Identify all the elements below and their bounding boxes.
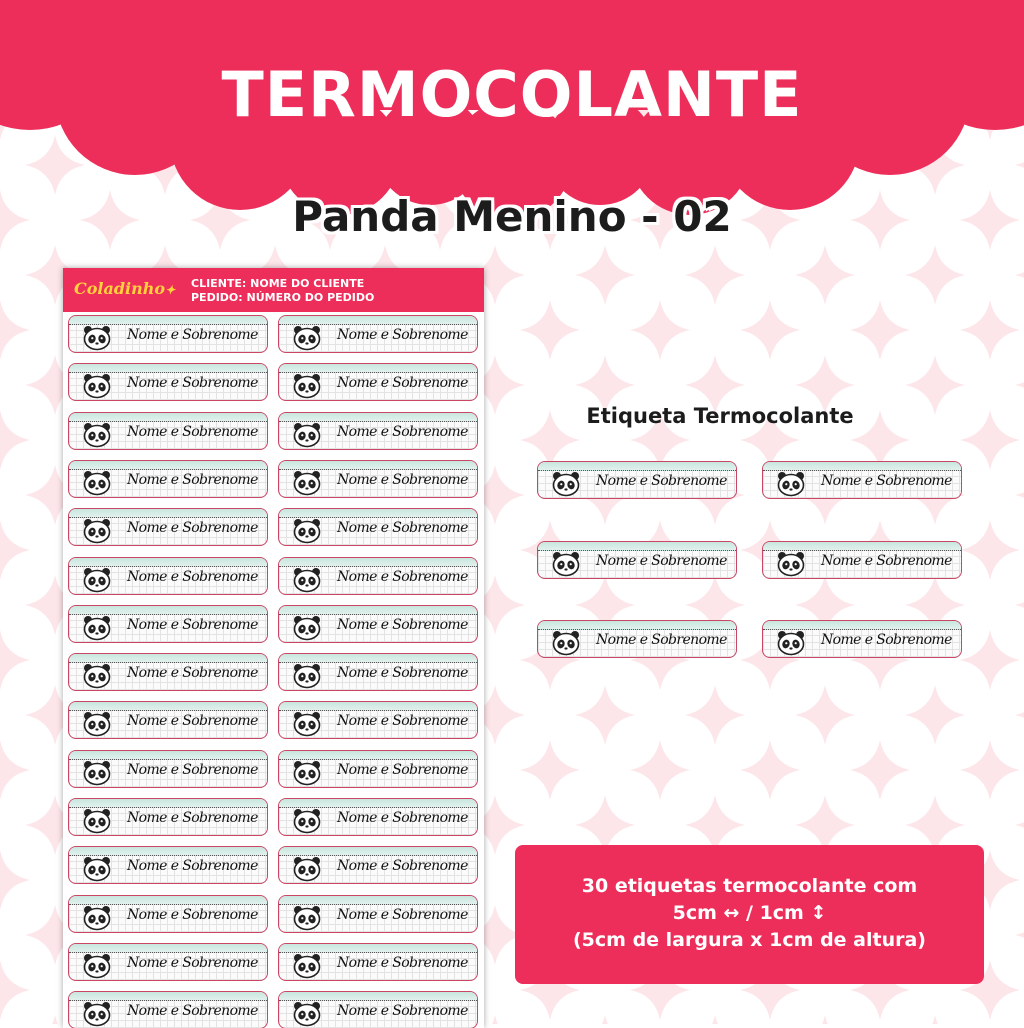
panda-face-icon bbox=[292, 856, 322, 882]
label-top-band bbox=[538, 542, 736, 551]
label-top-band bbox=[69, 751, 267, 760]
sheet-label bbox=[278, 943, 478, 981]
sheet-label bbox=[278, 557, 478, 595]
label-name-text: Nome e Sobrenome bbox=[596, 632, 727, 648]
sheet-label bbox=[278, 750, 478, 788]
panda-face-icon bbox=[82, 470, 112, 496]
label-name-text: Nome e Sobrenome bbox=[337, 471, 468, 488]
label-top-band bbox=[69, 992, 267, 1001]
panda-face-icon bbox=[82, 808, 112, 834]
sheet-label bbox=[278, 508, 478, 546]
panda-face-icon bbox=[551, 551, 581, 577]
panda-face-icon bbox=[82, 325, 112, 351]
panda-face-icon bbox=[292, 470, 322, 496]
sample-label bbox=[537, 541, 737, 579]
label-name-text: Nome e Sobrenome bbox=[127, 761, 258, 778]
label-top-band bbox=[69, 413, 267, 422]
label-top-band bbox=[279, 992, 477, 1001]
sheet-label bbox=[68, 557, 268, 595]
label-name-text: Nome e Sobrenome bbox=[596, 473, 727, 489]
sample-label bbox=[762, 541, 962, 579]
label-name-text: Nome e Sobrenome bbox=[127, 327, 258, 343]
label-top-band bbox=[279, 847, 477, 856]
label-name-text: Nome e Sobrenome bbox=[127, 520, 258, 537]
label-top-band bbox=[279, 558, 477, 567]
label-name-text: Nome e Sobrenome bbox=[337, 423, 468, 440]
label-top-band bbox=[279, 751, 477, 760]
label-name-text: Nome e Sobrenome bbox=[337, 906, 468, 923]
label-top-band bbox=[69, 558, 267, 567]
label-name-text: Nome e Sobrenome bbox=[337, 761, 468, 778]
label-top-band bbox=[69, 896, 267, 905]
label-sheet bbox=[63, 268, 484, 1028]
sheet-label bbox=[278, 315, 478, 353]
client-name: CLIENTE: NOME DO CLIENTE bbox=[191, 277, 365, 290]
sample-label bbox=[537, 620, 737, 658]
label-top-band bbox=[763, 621, 961, 630]
label-top-band bbox=[279, 896, 477, 905]
sheet-label bbox=[68, 653, 268, 691]
label-top-band bbox=[69, 364, 267, 373]
order-number: PEDIDO: NÚMERO DO PEDIDO bbox=[191, 291, 375, 304]
panda-face-icon bbox=[292, 905, 322, 931]
sample-label bbox=[537, 461, 737, 499]
info-box bbox=[515, 845, 984, 984]
sheet-label bbox=[68, 750, 268, 788]
label-name-text: Nome e Sobrenome bbox=[337, 665, 468, 682]
sample-label bbox=[762, 620, 962, 658]
panda-face-icon bbox=[82, 1001, 112, 1027]
label-name-text: Nome e Sobrenome bbox=[596, 553, 727, 569]
label-top-band bbox=[69, 509, 267, 518]
label-top-band bbox=[279, 799, 477, 808]
label-name-text: Nome e Sobrenome bbox=[337, 568, 468, 585]
sparkle-icon: ✦ bbox=[165, 283, 176, 297]
panda-face-icon bbox=[292, 953, 322, 979]
panda-face-icon bbox=[551, 471, 581, 497]
sheet-label bbox=[68, 701, 268, 739]
label-top-band bbox=[279, 944, 477, 953]
panda-face-icon bbox=[82, 711, 112, 737]
sheet-label bbox=[68, 943, 268, 981]
label-top-band bbox=[279, 413, 477, 422]
label-top-band bbox=[69, 847, 267, 856]
sheet-label bbox=[278, 798, 478, 836]
panda-face-icon bbox=[292, 518, 322, 544]
label-name-text: Nome e Sobrenome bbox=[337, 327, 468, 343]
label-top-band bbox=[763, 542, 961, 551]
label-top-band bbox=[69, 654, 267, 663]
sheet-label bbox=[278, 991, 478, 1028]
sheet-label bbox=[278, 653, 478, 691]
sheet-label bbox=[68, 605, 268, 643]
sheet-header bbox=[63, 268, 484, 312]
panda-face-icon bbox=[292, 760, 322, 786]
brand-logo: Coladinho✦ bbox=[74, 279, 176, 298]
sheet-label bbox=[278, 460, 478, 498]
sheet-label bbox=[68, 363, 268, 401]
sheet-label bbox=[68, 460, 268, 498]
panda-face-icon bbox=[292, 373, 322, 399]
panda-face-icon bbox=[292, 615, 322, 641]
label-top-band bbox=[279, 654, 477, 663]
panda-face-icon bbox=[292, 1001, 322, 1027]
label-top-band bbox=[279, 364, 477, 373]
sample-label bbox=[762, 461, 962, 499]
sheet-label bbox=[68, 991, 268, 1028]
label-name-text: Nome e Sobrenome bbox=[821, 632, 952, 648]
label-name-text: Nome e Sobrenome bbox=[127, 906, 258, 923]
panda-face-icon bbox=[82, 518, 112, 544]
label-name-text: Nome e Sobrenome bbox=[127, 471, 258, 488]
label-top-band bbox=[69, 461, 267, 470]
label-name-text: Nome e Sobrenome bbox=[127, 810, 258, 826]
panda-face-icon bbox=[82, 760, 112, 786]
info-line-2: 5cm ↔ / 1cm ↕ bbox=[672, 902, 827, 924]
panda-face-icon bbox=[82, 953, 112, 979]
panda-face-icon bbox=[776, 471, 806, 497]
panda-face-icon bbox=[292, 711, 322, 737]
label-name-text: Nome e Sobrenome bbox=[127, 954, 258, 971]
sheet-label bbox=[68, 798, 268, 836]
label-top-band bbox=[279, 702, 477, 711]
sheet-label bbox=[68, 315, 268, 353]
panda-face-icon bbox=[82, 422, 112, 448]
panda-face-icon bbox=[82, 663, 112, 689]
label-name-text: Nome e Sobrenome bbox=[337, 616, 468, 633]
label-top-band bbox=[69, 702, 267, 711]
panda-face-icon bbox=[292, 422, 322, 448]
panda-face-icon bbox=[292, 808, 322, 834]
panda-face-icon bbox=[292, 663, 322, 689]
panda-face-icon bbox=[82, 373, 112, 399]
panda-face-icon bbox=[551, 630, 581, 656]
label-top-band bbox=[538, 462, 736, 471]
panda-face-icon bbox=[776, 630, 806, 656]
label-name-text: Nome e Sobrenome bbox=[127, 858, 258, 875]
label-name-text: Nome e Sobrenome bbox=[337, 858, 468, 875]
label-name-text: Nome e Sobrenome bbox=[821, 473, 952, 489]
sheet-label bbox=[278, 701, 478, 739]
panda-face-icon bbox=[292, 325, 322, 351]
label-top-band bbox=[69, 316, 267, 325]
label-top-band bbox=[279, 509, 477, 518]
product-subtitle: Panda Menino - 02 bbox=[292, 192, 732, 241]
label-name-text: Nome e Sobrenome bbox=[821, 553, 952, 569]
sheet-label bbox=[278, 412, 478, 450]
sheet-label bbox=[278, 363, 478, 401]
label-top-band bbox=[69, 799, 267, 808]
label-name-text: Nome e Sobrenome bbox=[127, 568, 258, 585]
label-name-text: Nome e Sobrenome bbox=[127, 375, 258, 392]
label-name-text: Nome e Sobrenome bbox=[127, 616, 258, 633]
label-name-text: Nome e Sobrenome bbox=[337, 954, 468, 971]
panda-face-icon bbox=[776, 551, 806, 577]
label-top-band bbox=[763, 462, 961, 471]
panda-face-icon bbox=[292, 567, 322, 593]
label-name-text: Nome e Sobrenome bbox=[337, 520, 468, 537]
label-top-band bbox=[69, 944, 267, 953]
sheet-label bbox=[278, 895, 478, 933]
label-top-band bbox=[538, 621, 736, 630]
sheet-label bbox=[68, 895, 268, 933]
label-name-text: Nome e Sobrenome bbox=[337, 810, 468, 826]
label-name-text: Nome e Sobrenome bbox=[127, 713, 258, 730]
sheet-label bbox=[68, 508, 268, 546]
label-top-band bbox=[279, 606, 477, 615]
label-name-text: Nome e Sobrenome bbox=[127, 423, 258, 440]
page-title: TERMOCOLANTE bbox=[221, 58, 803, 131]
sheet-label bbox=[68, 846, 268, 884]
label-name-text: Nome e Sobrenome bbox=[337, 1003, 468, 1020]
panda-face-icon bbox=[82, 615, 112, 641]
panda-face-icon bbox=[82, 856, 112, 882]
panda-face-icon bbox=[82, 567, 112, 593]
sheet-label bbox=[278, 846, 478, 884]
sheet-label bbox=[278, 605, 478, 643]
sample-title: Etiqueta Termocolante bbox=[586, 404, 854, 428]
info-line-1: 30 etiquetas termocolante com bbox=[581, 875, 918, 897]
label-name-text: Nome e Sobrenome bbox=[127, 1003, 258, 1020]
label-top-band bbox=[279, 316, 477, 325]
label-name-text: Nome e Sobrenome bbox=[337, 375, 468, 392]
sheet-label bbox=[68, 412, 268, 450]
info-line-3: (5cm de largura x 1cm de altura) bbox=[572, 929, 926, 951]
label-top-band bbox=[69, 606, 267, 615]
label-name-text: Nome e Sobrenome bbox=[127, 665, 258, 682]
label-name-text: Nome e Sobrenome bbox=[337, 713, 468, 730]
label-top-band bbox=[279, 461, 477, 470]
panda-face-icon bbox=[82, 905, 112, 931]
